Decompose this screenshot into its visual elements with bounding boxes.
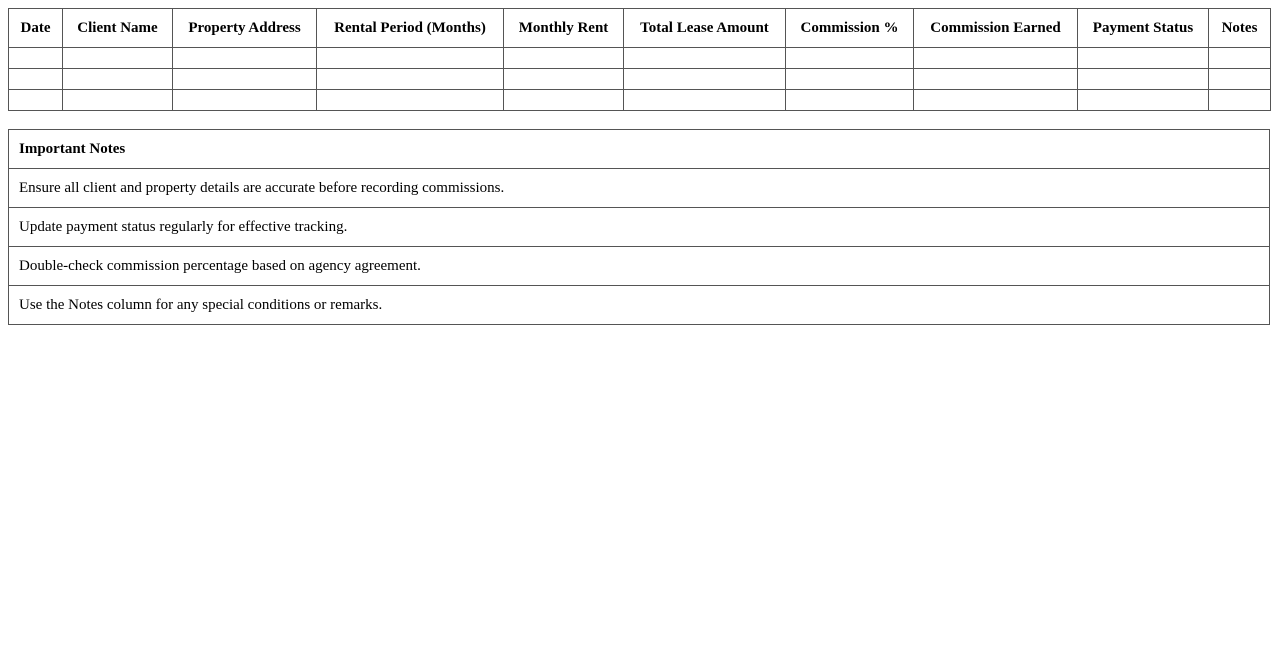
note-item: Ensure all client and property details are accurate before recording commissions. [9, 169, 1270, 208]
cell-commission-earned[interactable] [914, 90, 1078, 111]
important-notes-table [8, 129, 1270, 325]
column-header-payment-status: Payment Status [1078, 9, 1209, 48]
table-header-row [9, 9, 1271, 48]
column-header-date: Date [9, 9, 63, 48]
cell-rental-period[interactable] [317, 69, 504, 90]
cell-monthly-rent[interactable] [504, 90, 624, 111]
cell-monthly-rent[interactable] [504, 69, 624, 90]
cell-total-lease-amount[interactable] [624, 48, 786, 69]
cell-total-lease-amount[interactable] [624, 69, 786, 90]
cell-date[interactable] [9, 48, 63, 69]
column-header-rental-period: Rental Period (Months) [317, 9, 504, 48]
cell-date[interactable] [9, 90, 63, 111]
cell-monthly-rent[interactable] [504, 48, 624, 69]
column-header-monthly-rent: Monthly Rent [504, 9, 624, 48]
cell-commission-percent[interactable] [786, 90, 914, 111]
cell-payment-status[interactable] [1078, 69, 1209, 90]
cell-rental-period[interactable] [317, 48, 504, 69]
cell-property-address[interactable] [173, 90, 317, 111]
cell-notes[interactable] [1209, 90, 1271, 111]
note-item: Use the Notes column for any special conditions or remarks. [9, 286, 1270, 325]
cell-client-name[interactable] [63, 90, 173, 111]
cell-date[interactable] [9, 69, 63, 90]
note-item: Update payment status regularly for effective tracking. [9, 208, 1270, 247]
column-header-notes: Notes [1209, 9, 1271, 48]
cell-rental-period[interactable] [317, 90, 504, 111]
column-header-commission-percent: Commission % [786, 9, 914, 48]
column-header-commission-earned: Commission Earned [914, 9, 1078, 48]
cell-payment-status[interactable] [1078, 90, 1209, 111]
column-header-total-lease-amount: Total Lease Amount [624, 9, 786, 48]
table-row [9, 69, 1271, 90]
cell-total-lease-amount[interactable] [624, 90, 786, 111]
important-notes-title: Important Notes [9, 130, 1270, 169]
table-row [9, 90, 1271, 111]
column-header-client-name: Client Name [63, 9, 173, 48]
cell-commission-earned[interactable] [914, 48, 1078, 69]
cell-commission-percent[interactable] [786, 69, 914, 90]
cell-commission-percent[interactable] [786, 48, 914, 69]
cell-client-name[interactable] [63, 69, 173, 90]
cell-commission-earned[interactable] [914, 69, 1078, 90]
cell-client-name[interactable] [63, 48, 173, 69]
cell-notes[interactable] [1209, 69, 1271, 90]
table-row [9, 48, 1271, 69]
note-item: Double-check commission percentage based on agency agreement. [9, 247, 1270, 286]
column-header-property-address: Property Address [173, 9, 317, 48]
cell-property-address[interactable] [173, 69, 317, 90]
cell-payment-status[interactable] [1078, 48, 1209, 69]
commission-table [8, 8, 1271, 111]
cell-property-address[interactable] [173, 48, 317, 69]
cell-notes[interactable] [1209, 48, 1271, 69]
